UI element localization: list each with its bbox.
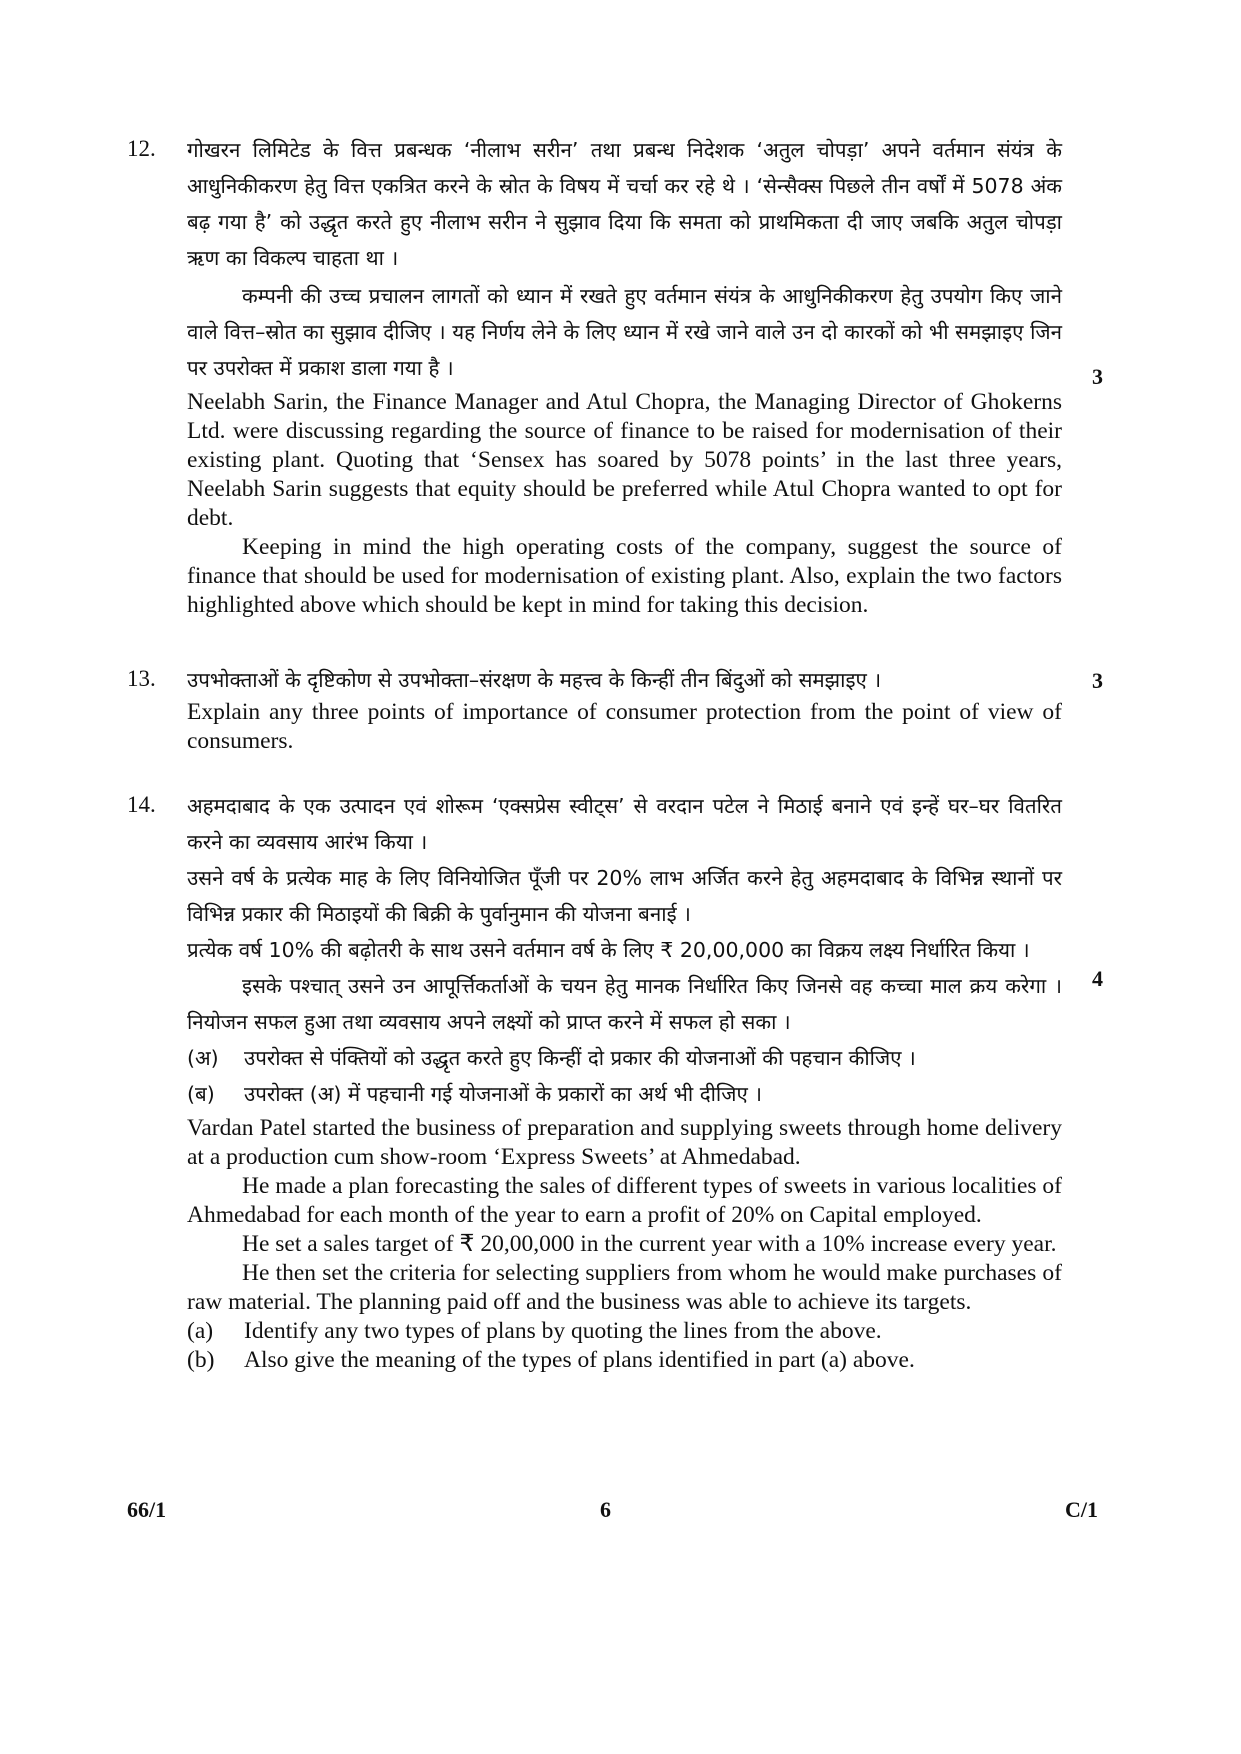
hindi-paragraph: अहमदाबाद के एक उत्पादन एवं शोरूम ‘एक्सप्रेस स्वीट्स’ से वरदान पटेल ने मिठाई बनाने एवं इन्हें घर–घर वितरित करने का व्यवसाय आरंभ किया । — [187, 794, 1062, 854]
paper-code: 66/1 — [127, 1497, 167, 1522]
english-paragraph: He then set the criteria for selecting suppliers from whom he would make purchases of raw material. The planning paid off and the business was able to achieve its targets. — [187, 1260, 1062, 1315]
hindi-subpart-b — [187, 1076, 1062, 1112]
english-paragraph: Vardan Patel started the business of preparation and supplying sweets through home delivery at a production cum show-room ‘Express Sweets’ at Ahmedabad. — [187, 1115, 1062, 1170]
page-number: 6 — [600, 1497, 611, 1522]
hindi-paragraph: गोखरन लिमिटेड के वित्त प्रबन्धक ‘नीलाभ सरीन’ तथा प्रबन्ध निदेशक ‘अतुल चोपड़ा’ अपने वर्तमान संयंत्र के आधुनिकीकरण हेतु वित्त एकत्रित करने के स्रोत के विषय में चर्चा कर रहे थे । ‘सेन्सैक्स पिछले तीन वर्षों में 5078 अंक बढ़ गया है’ को उद्धृत करते हुए नीलाभ सरीन ने सुझाव दिया कि समता को प्राथमिकता दी जाए जबकि अतुल चोपड़ा ऋण का विकल्प चाहता था । — [187, 138, 1062, 270]
english-paragraph: Neelabh Sarin, the Finance Manager and Atul Chopra, the Managing Director of Ghokerns Ltd. were discussing regarding the source of finance to be raised for modernisation of their existing plant. Quoting that ‘Sensex has soared by 5078 points’ in the last three years, Neelabh Sarin suggests that equity should be preferred while Atul Chopra wanted to opt for debt. — [187, 389, 1062, 531]
hindi-paragraph: उपभोक्ताओं के दृष्टिकोण से उपभोक्ता–संरक्षण के महत्त्व के किन्हीं तीन बिंदुओं को समझाइए । — [187, 668, 882, 692]
hindi-paragraph: कम्पनी की उच्च प्रचालन लागतों को ध्यान में रखते हुए वर्तमान संयंत्र के आधुनिकीकरण हेतु उपयोग किए जाने वाले वित्त–स्रोत का सुझाव दीजिए । यह निर्णय लेने के लिए ध्यान में रखे जाने वाले उन दो कारकों को भी समझाइए जिन पर उपरोक्त में प्रकाश डाला गया है । — [187, 284, 1062, 380]
english-paragraph: Keeping in mind the high operating costs of the company, suggest the source of finance that should be used for modernisation of existing plant. Also, explain the two factors highlighted above which should be kept in mind for taking this decision. — [187, 534, 1062, 618]
marks: 3 — [1092, 364, 1103, 389]
english-paragraph: He made a plan forecasting the sales of different types of sweets in various localities of Ahmedabad for each month of the year to earn a profit of 20% on Capital employed. — [187, 1173, 1062, 1228]
question-body — [187, 788, 1062, 1375]
subpart-label: (अ) — [187, 1046, 219, 1070]
marks: 3 — [1092, 668, 1103, 693]
question-body — [187, 132, 1062, 620]
hindi-paragraph: इसके पश्चात् उसने उन आपूर्त्तिकर्ताओं के चयन हेतु मानक निर्धारित किए जिनसे वह कच्चा माल क्रय करेगा । नियोजन सफल हुआ तथा व्यवसाय अपने लक्ष्यों को प्राप्त करने में सफल हो सका । — [187, 974, 1062, 1034]
english-paragraph: He set a sales target of ₹ 20,00,000 in the current year with a 10% increase every year. — [242, 1231, 1057, 1257]
english-subpart-b — [187, 1346, 1062, 1375]
subpart-text: Also give the meaning of the types of plans identified in part (a) above. — [244, 1347, 915, 1373]
subpart-text: उपरोक्त (अ) में पहचानी गई योजनाओं के प्रकारों का अर्थ भी दीजिए । — [244, 1082, 763, 1106]
hindi-paragraph: प्रत्येक वर्ष 10% की बढ़ोतरी के साथ उसने वर्तमान वर्ष के लिए ₹ 20,00,000 का विक्रय लक्ष्य निर्धारित किया । — [187, 938, 1030, 962]
english-subpart-a — [187, 1317, 1062, 1346]
question-number: 12. — [127, 136, 156, 161]
set-code: C/1 — [1065, 1497, 1098, 1522]
question-number: 14. — [127, 792, 156, 817]
subpart-label: (ब) — [187, 1082, 215, 1106]
subpart-text: उपरोक्त से पंक्तियों को उद्धृत करते हुए किन्हीं दो प्रकार की योजनाओं की पहचान कीजिए । — [244, 1046, 916, 1070]
subpart-label: (b) — [187, 1347, 215, 1373]
question-body — [187, 662, 1062, 756]
marks: 4 — [1092, 966, 1103, 991]
english-paragraph: Explain any three points of importance of consumer protection from the point of view of consumers. — [187, 699, 1062, 754]
subpart-label: (a) — [187, 1318, 214, 1344]
hindi-paragraph: उसने वर्ष के प्रत्येक माह के लिए विनियोजित पूँजी पर 20% लाभ अर्जित करने हेतु अहमदाबाद के विभिन्न स्थानों पर विभिन्न प्रकार की मिठाइयों की बिक्री के पुर्वानुमान की योजना बनाई । — [187, 866, 1062, 926]
hindi-subpart-a — [187, 1040, 1062, 1076]
subpart-text: Identify any two types of plans by quoting the lines from the above. — [244, 1318, 882, 1344]
question-number: 13. — [127, 666, 156, 691]
